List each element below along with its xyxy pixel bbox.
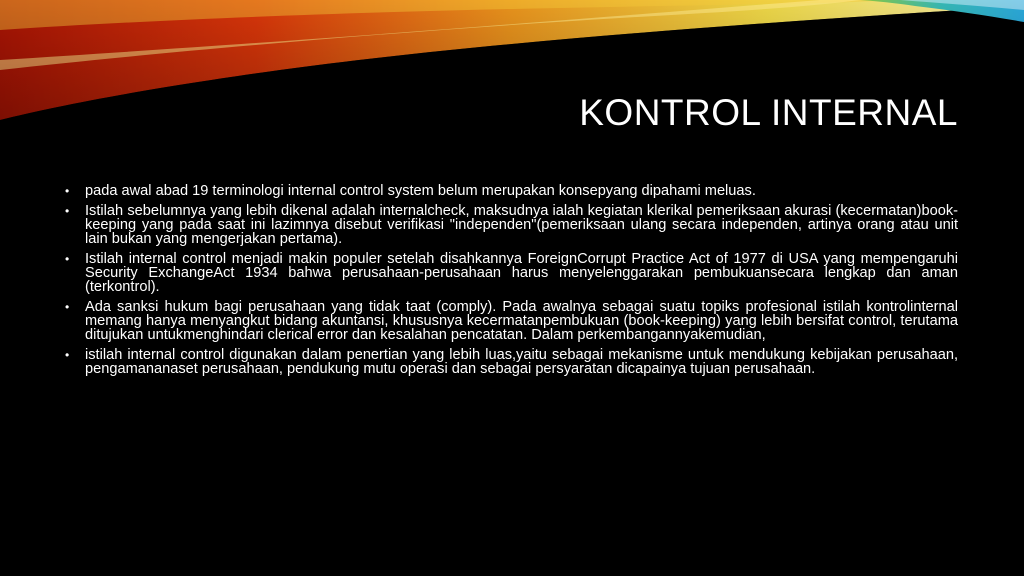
bullet-text: pada awal abad 19 terminologi internal control system belum merupakan konsepyang dipahami meluas.	[85, 183, 756, 199]
bullet-marker: •	[65, 184, 70, 198]
bullet-item	[65, 204, 958, 246]
bullet-text: Istilah internal control menjadi makin populer setelah disahkannya ForeignCorrupt Practice Act of 1977 di USA yang mempengaruhi Security ExchangeAct 1934 bahwa perusahaan-perusahaan harus menyelenggarakan pembukuansecara lengkap dan aman (terkontrol).	[85, 251, 958, 295]
bullet-item	[65, 348, 958, 376]
bullet-text: istilah internal control digunakan dalam penertian yang lebih luas,yaitu sebagai mekanisme untuk mendukung kebijakan perusahaan, pengamananaset perusahaan, pendukung mutu operasi dan sebagai persyaratan dicapainya tujuan perusahaan.	[85, 347, 958, 377]
slide-title: KONTROL INTERNAL	[579, 92, 958, 133]
bullet-marker: •	[65, 204, 70, 218]
bullet-list	[65, 184, 958, 382]
bullet-text: Istilah sebelumnya yang lebih dikenal adalah internalcheck, maksudnya ialah kegiatan klerikal pemeriksaan akurasi (kecermatan)book-keeping yang pada saat ini lazimnya disebut verifikasi "independen"(pemeriksaan ulang secara independen, artinya orang atau unit lain bukan yang mengerjakan pertama).	[85, 203, 958, 247]
bullet-marker: •	[65, 300, 70, 314]
bullet-item	[65, 184, 958, 198]
bullet-item	[65, 300, 958, 342]
bullet-item	[65, 252, 958, 294]
bullet-text: Ada sanksi hukum bagi perusahaan yang tidak taat (comply). Pada awalnya sebagai suatu topiks profesional istilah kontrolinternal memang hanya menyangkut bidang akuntansi, khususnya kecermatanpembukuan (book-keeping) yang lebih bersifat control, terutama ditujukan untukmenghindari clerical error dan kesalahan pencatatan. Dalam perkembangannyakemudian,	[85, 299, 958, 343]
bullet-marker: •	[65, 252, 70, 266]
bullet-marker: •	[65, 348, 70, 362]
